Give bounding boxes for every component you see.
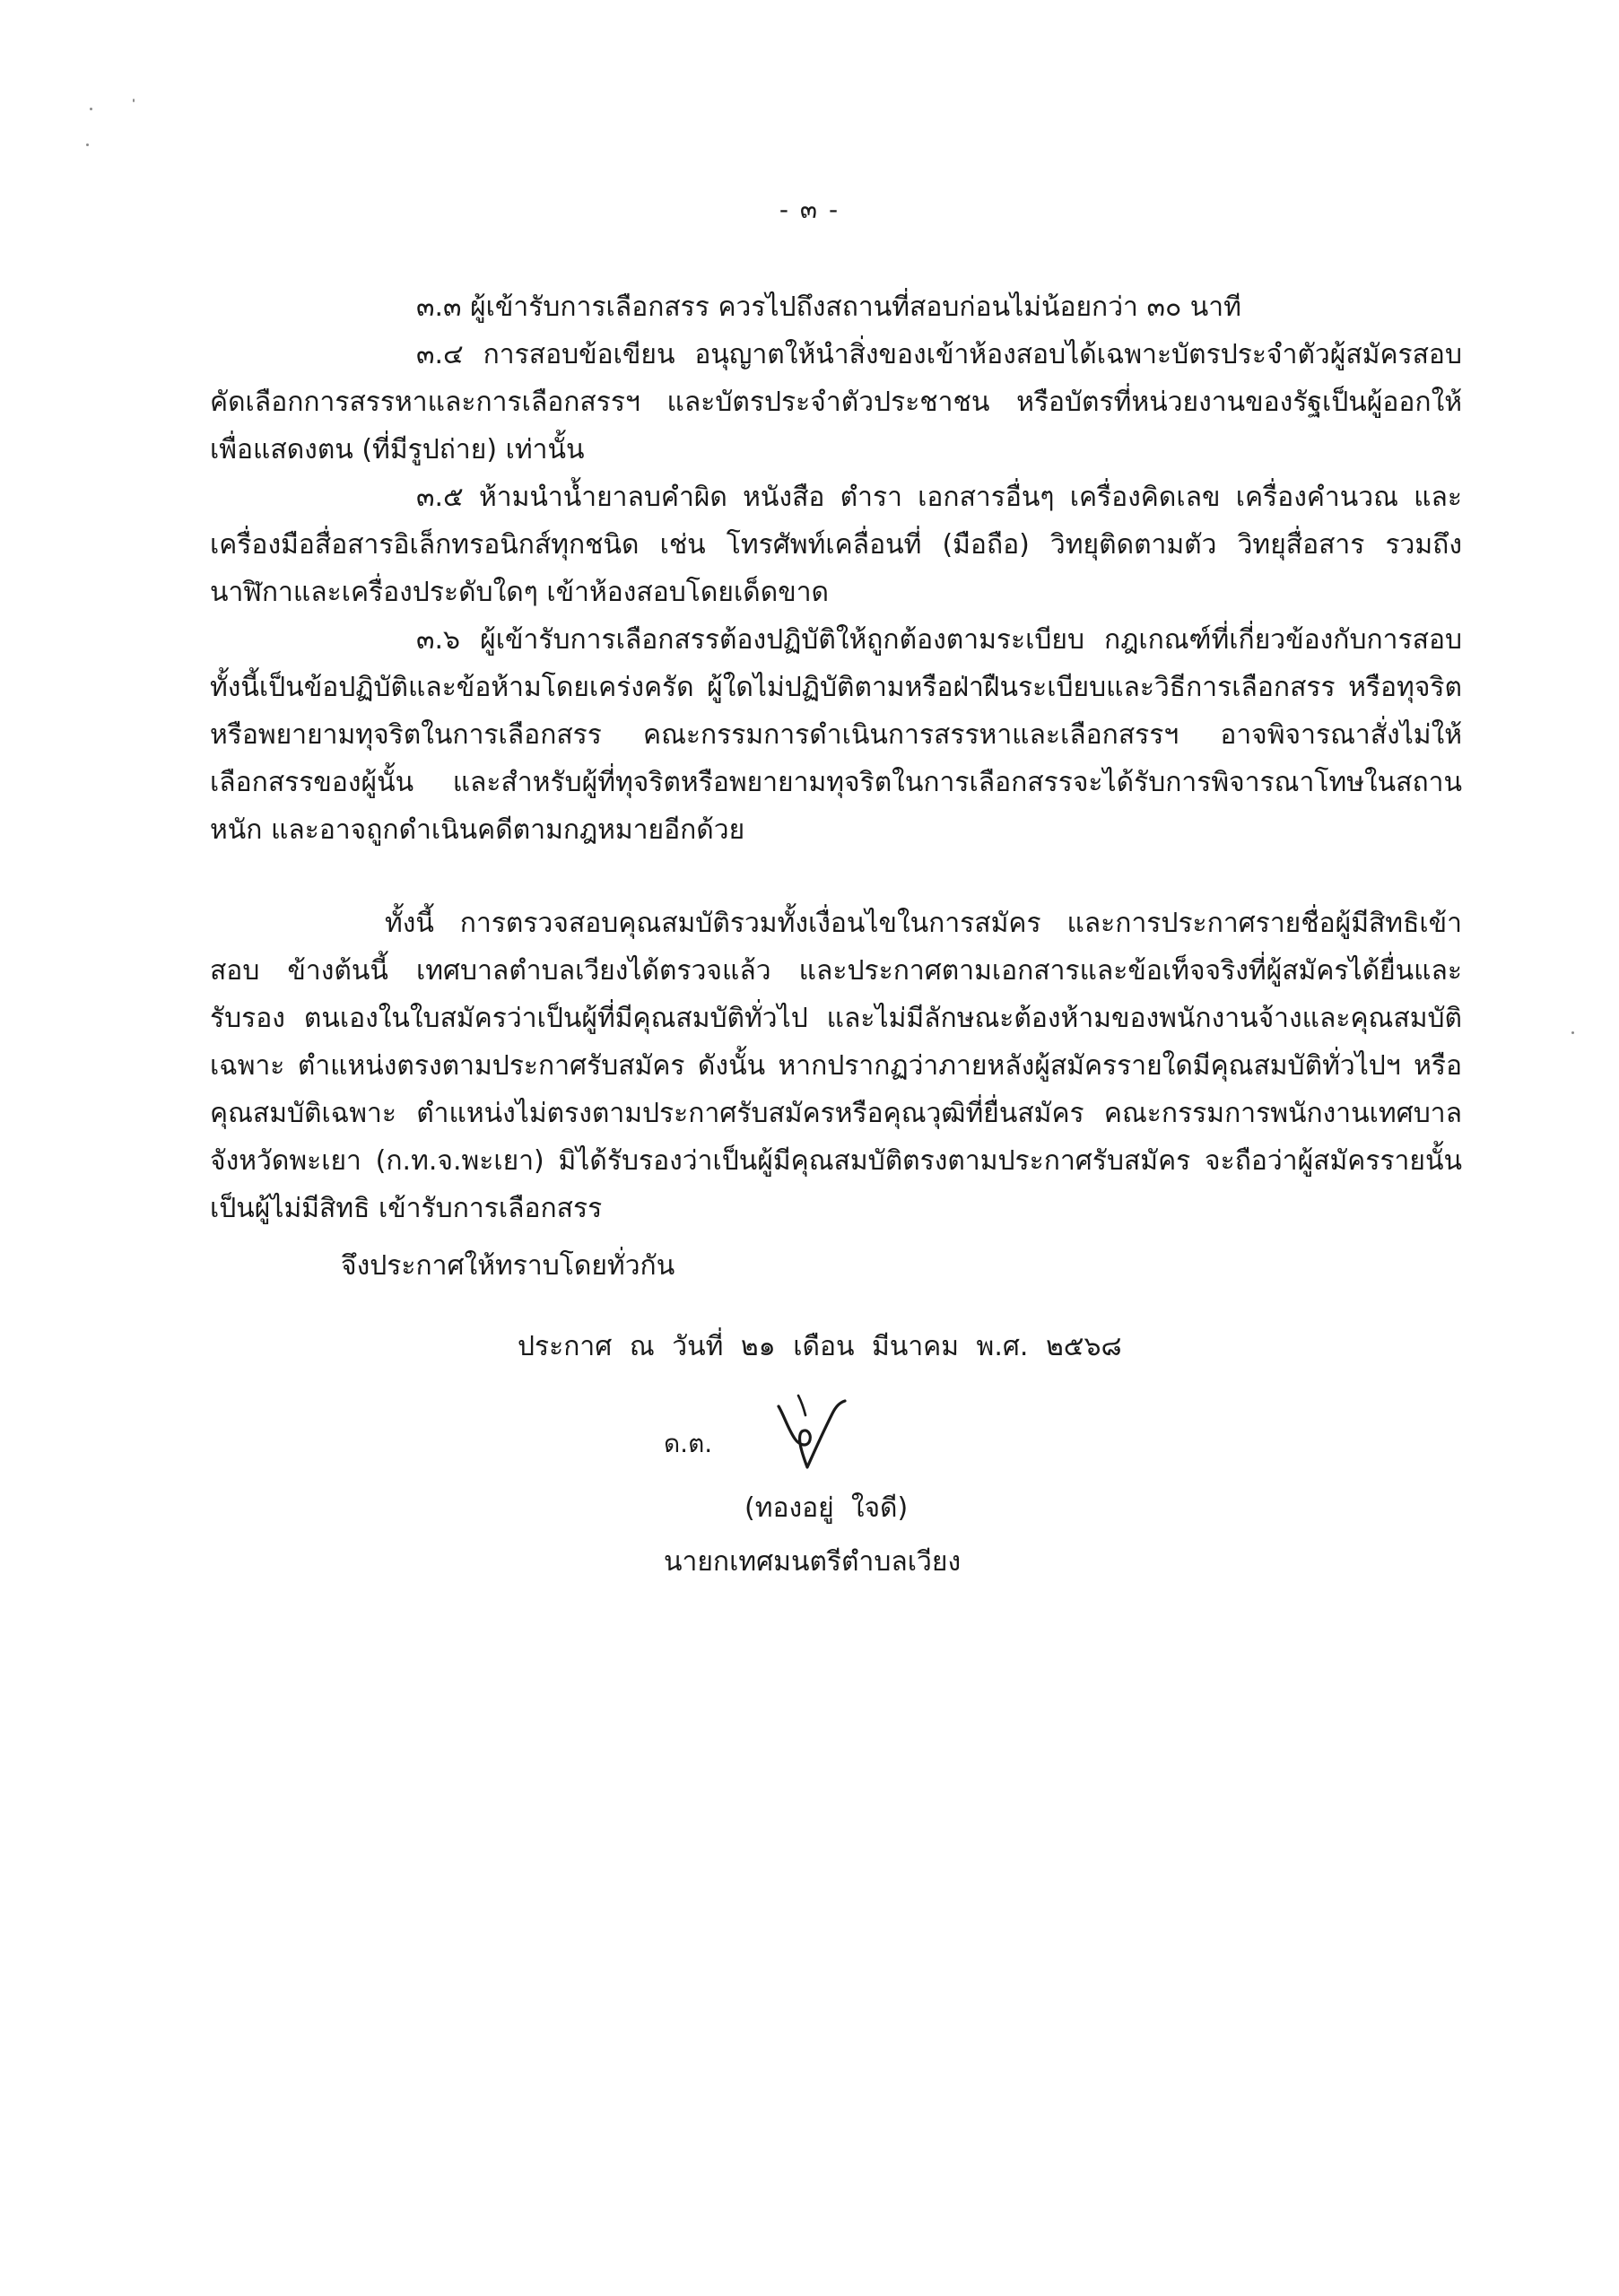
rule-3-3: ๓.๓ ผู้เข้ารับการเลือกสรร ควรไปถึงสถานที่สอบก่อนไม่น้อยกว่า ๓๐ นาที	[416, 291, 1241, 323]
signatory-name: (ทองอยู่ ใจดี)	[744, 1492, 909, 1524]
handwritten-signature	[771, 1388, 852, 1478]
scan-speck	[1571, 1031, 1574, 1034]
announcement-line: จึงประกาศให้ทราบโดยทั่วกัน	[341, 1250, 675, 1282]
scan-speck	[90, 108, 92, 110]
note-paragraph: ทั้งนี้ การตรวจสอบคุณสมบัติรวมทั้งเงื่อนไขในการสมัคร และการประกาศรายชื่อผู้มีสิทธิเข้าสอบ ข้างต้นนี้ เทศบาลตำบลเวียงได้ตรวจแล้ว และประกาศตามเอกสารและข้อเท็จจริงที่ผู้สมัครได้ยื่นและรับรอง ตนเองในใบสมัครว่าเป็นผู้ที่มีคุณสมบัติทั่วไป และไม่มีลักษณะต้องห้ามของพนักงานจ้างและคุณสมบัติเฉพาะ ตำแหน่งตรงตามประกาศรับสมัคร ดังนั้น หากปรากฏว่าภายหลังผู้สมัครรายใดมีคุณสมบัติทั่วไปฯ หรือคุณสมบัติเฉพาะ ตำแหน่งไม่ตรงตามประกาศรับสมัครหรือคุณวุฒิที่ยื่นสมัคร คณะกรรมการพนักงานเทศบาลจังหวัดพะเยา (ก.ท.จ.พะเยา) มิได้รับรองว่าเป็นผู้มีคุณสมบัติตรงตามประกาศรับสมัคร จะถือว่าผู้สมัครรายนั้นเป็นผู้ไม่มีสิทธิ เข้ารับการเลือกสรร	[210, 908, 1462, 1224]
rule-3-6: ๓.๖ ผู้เข้ารับการเลือกสรรต้องปฏิบัติให้ถูกต้องตามระเบียบ กฎเกณฑ์ที่เกี่ยวข้องกับการสอบ ทั้งนี้เป็นข้อปฏิบัติและข้อห้ามโดยเคร่งครัด ผู้ใดไม่ปฏิบัติตามหรือฝ่าฝืนระเบียบและวิธีการเลือกสรร หรือทุจริต หรือพยายามทุจริตในการเลือกสรร คณะกรรมการดำเนินการสรรหาและเลือกสรรฯ อาจพิจารณาสั่งไม่ให้ เลือกสรรของผู้นั้น และสำหรับผู้ที่ทุจริตหรือพยายามทุจริตในการเลือกสรรจะได้รับการพิจารณาโทษในสถานหนัก และอาจถูกดำเนินคดีตามกฎหมายอีกด้วย	[210, 624, 1462, 846]
date-line: ประกาศ ณ วันที่ ๒๑ เดือน มีนาคม พ.ศ. ๒๕๖๘	[518, 1331, 1122, 1362]
note-section	[210, 900, 1462, 1232]
scan-speck	[133, 99, 135, 102]
rule-3-5: ๓.๕ ห้ามนำน้ำยาลบคำผิด หนังสือ ตำรา เอกสารอื่นๆ เครื่องคิดเลข เครื่องคำนวณ และ เครื่องมือสื่อสารอิเล็กทรอนิกส์ทุกชนิด เช่น โทรศัพท์เคลื่อนที่ (มือถือ) วิทยุติดตามตัว วิทยุสื่อสาร รวมถึง นาฬิกาและเครื่องประดับใดๆ เข้าห้องสอบโดยเด็ดขาด	[210, 482, 1462, 608]
signature-prefix: ด.ต.	[664, 1429, 713, 1458]
page-number: - ๓ -	[779, 195, 840, 224]
signatory-title: นายกเทศมนตรีตำบลเวียง	[664, 1546, 962, 1578]
scan-speck	[86, 144, 89, 146]
rules-section	[210, 283, 1462, 854]
rule-3-4: ๓.๔ การสอบข้อเขียน อนุญาตให้นำสิ่งของเข้าห้องสอบได้เฉพาะบัตรประจำตัวผู้สมัครสอบ คัดเลือกการสรรหาและการเลือกสรรฯ และบัตรประจำตัวประชาชน หรือบัตรที่หน่วยงานของรัฐเป็นผู้ออกให้เพื่อแสดงตน (ที่มีรูปถ่าย) เท่านั้น	[210, 339, 1462, 465]
